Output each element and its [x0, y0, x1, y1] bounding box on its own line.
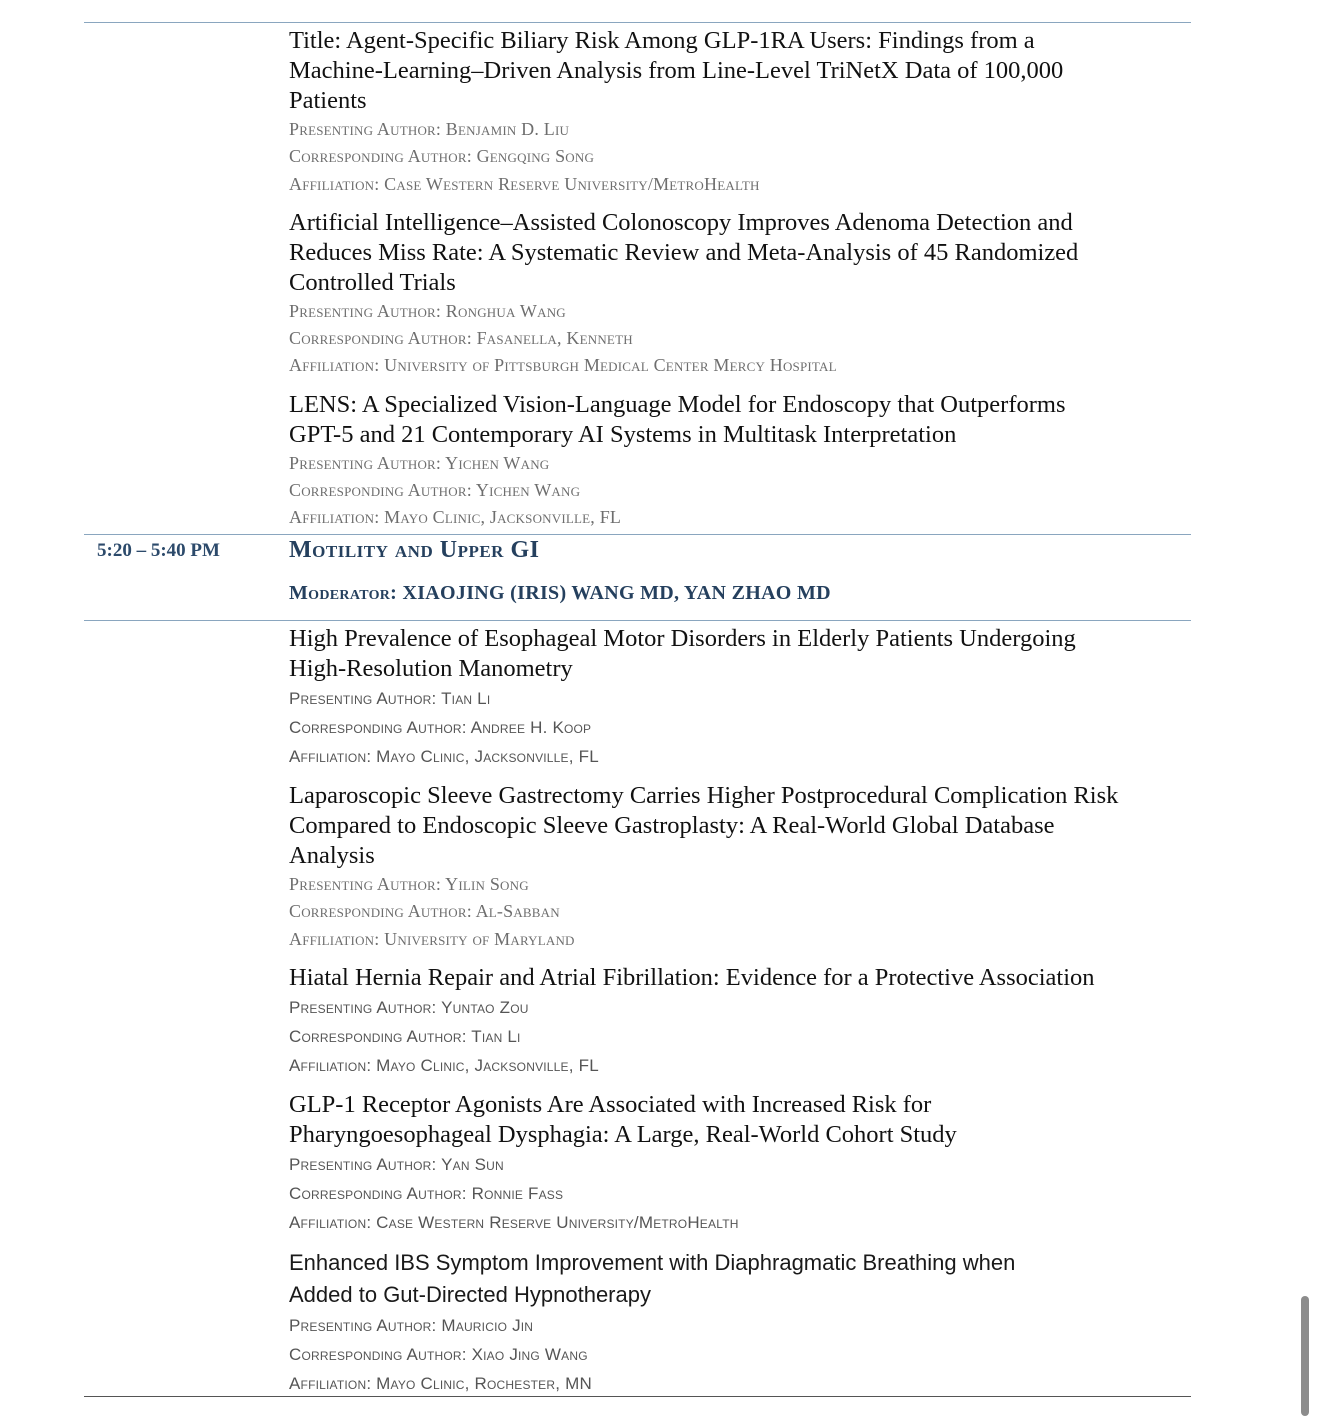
moderator-names: XIAOJING (IRIS) WANG MD, YAN ZHAO MD — [402, 582, 831, 604]
corresponding-author: Corresponding Author: Andree H. Koop — [289, 718, 592, 737]
session-time: 5:20 – 5:40 PM — [97, 540, 220, 561]
presenting-author: Presenting Author: Ronghua Wang — [289, 300, 566, 321]
corresponding-author: Corresponding Author: Ronnie Fass — [289, 1183, 564, 1203]
abstract-entry — [289, 781, 1189, 953]
presenting-author: Presenting Author: Yan Sun — [289, 1154, 504, 1174]
bottom-divider — [84, 1396, 1191, 1397]
abstract-title — [289, 208, 1189, 298]
corresponding-author: Corresponding Author: Gengqing Song — [289, 146, 595, 167]
affiliation: Affiliation: Mayo Clinic, Jacksonville, FL — [289, 1055, 599, 1075]
title-line: Laparoscopic Sleeve Gastrectomy Carries Higher Postprocedural Complication Risk — [289, 782, 1119, 809]
vertical-scrollbar[interactable] — [1301, 1296, 1309, 1416]
abstract-title — [289, 390, 1189, 450]
abstract-entry — [289, 963, 1189, 1080]
affiliation: Affiliation: Mayo Clinic, Rochester, MN — [289, 1373, 592, 1393]
title-line: Compared to Endoscopic Sleeve Gastroplasty: A Real-World Global Database — [289, 812, 1055, 839]
corresponding-author: Corresponding Author: Al-Sabban — [289, 901, 560, 922]
title-line: Artificial Intelligence–Assisted Colonoscopy Improves Adenoma Detection and — [289, 208, 1073, 236]
abstract-title — [289, 624, 1189, 684]
title-line: Controlled Trials — [289, 268, 456, 296]
affiliation: Affiliation: Case Western Reserve University/MetroHealth — [289, 173, 760, 194]
presenting-author: Presenting Author: Mauricio Jin — [289, 1315, 534, 1335]
title-line: Title: Agent-Specific Biliary Risk Among GLP-1RA Users: Findings from a — [289, 27, 1035, 54]
top-abstract-list — [289, 26, 1189, 542]
presenting-author: Presenting Author: Tian Li — [289, 689, 491, 708]
abstract-title — [289, 781, 1189, 871]
title-line: Pharyngoesophageal Dysphagia: A Large, Real-World Cohort Study — [289, 1120, 957, 1148]
title-line: GPT-5 and 21 Contemporary AI Systems in Multitask Interpretation — [289, 420, 957, 448]
presenting-author: Presenting Author: Benjamin D. Liu — [289, 119, 570, 139]
abstract-entry — [289, 208, 1189, 380]
title-line: Reduces Miss Rate: A Systematic Review and Meta-Analysis of 45 Randomized — [289, 238, 1079, 266]
session-title: Motility and Upper GI — [289, 537, 540, 563]
corresponding-author: Corresponding Author: Tian Li — [289, 1026, 521, 1046]
abstract-title — [289, 1090, 1189, 1150]
title-line: High-Resolution Manometry — [289, 655, 573, 682]
presenting-author: Presenting Author: Yichen Wang — [289, 452, 550, 473]
affiliation: Affiliation: University of Maryland — [289, 928, 575, 949]
presenting-author: Presenting Author: Yuntao Zou — [289, 997, 529, 1017]
abstract-title — [289, 26, 1189, 116]
title-line: Added to Gut-Directed Hypnotherapy — [289, 1281, 651, 1307]
corresponding-author: Corresponding Author: Xiao Jing Wang — [289, 1344, 588, 1364]
abstract-entry — [289, 624, 1189, 771]
session-abstract-list — [289, 624, 1189, 1408]
title-line: Analysis — [289, 842, 375, 869]
session-divider-bottom — [84, 620, 1191, 621]
title-line: Patients — [289, 87, 367, 114]
abstract-entry — [289, 390, 1189, 532]
top-divider — [84, 22, 1191, 23]
abstract-entry — [289, 26, 1189, 198]
title-line: Enhanced IBS Symptom Improvement with Diaphragmatic Breathing when — [289, 1249, 1016, 1275]
affiliation: Affiliation: Mayo Clinic, Jacksonville, FL — [289, 747, 599, 766]
title-line: LENS: A Specialized Vision-Language Model for Endoscopy that Outperforms — [289, 390, 1066, 418]
corresponding-author: Corresponding Author: Yichen Wang — [289, 480, 581, 501]
title-line: GLP-1 Receptor Agonists Are Associated with Increased Risk for — [289, 1090, 932, 1118]
title-line: Machine-Learning–Driven Analysis from Line-Level TriNetX Data of 100,000 — [289, 57, 1064, 84]
abstract-title — [289, 1247, 1189, 1311]
affiliation: Affiliation: Mayo Clinic, Jacksonville, FL — [289, 507, 622, 528]
title-line: Hiatal Hernia Repair and Atrial Fibrillation: Evidence for a Protective Association — [289, 963, 1095, 991]
session-moderator — [289, 582, 831, 605]
session-divider-top — [84, 534, 1191, 535]
presenting-author: Presenting Author: Yilin Song — [289, 874, 529, 894]
corresponding-author: Corresponding Author: Fasanella, Kenneth — [289, 328, 633, 349]
abstract-title — [289, 963, 1189, 993]
abstract-entry — [289, 1247, 1189, 1398]
title-line: High Prevalence of Esophageal Motor Disorders in Elderly Patients Undergoing — [289, 625, 1076, 652]
affiliation: Affiliation: Case Western Reserve University/MetroHealth — [289, 1212, 739, 1232]
affiliation: Affiliation: University of Pittsburgh Medical Center Mercy Hospital — [289, 355, 837, 376]
abstract-entry — [289, 1090, 1189, 1237]
moderator-label: Moderator: — [289, 582, 398, 604]
